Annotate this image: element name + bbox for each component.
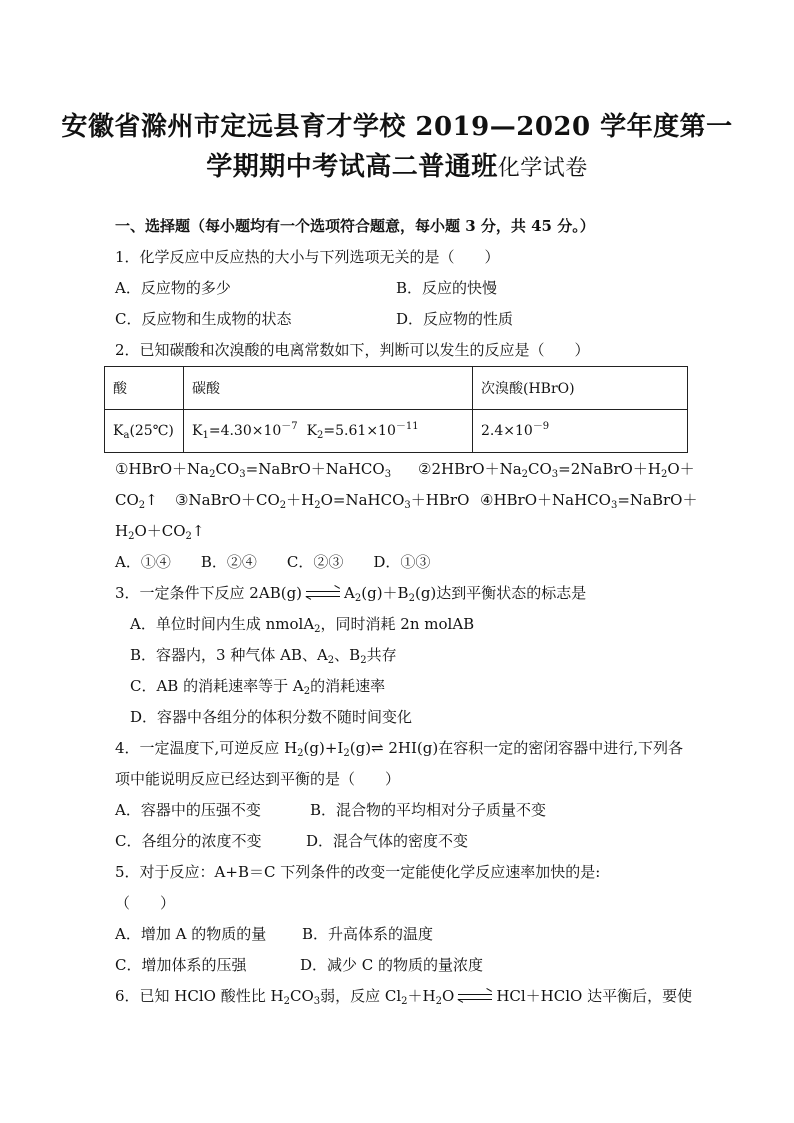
q1-option-d: D．反应物的性质 [396, 310, 514, 328]
q3-option-a: A．单位时间内生成 nmolA$_2$，同时消耗 2n molAB [130, 615, 475, 635]
q3-stem: 3．一定条件下反应 2AB(g) $A_2(g)+B_2(g)$达到平衡状态的标志是 [115, 584, 587, 604]
q2-reaction-4: ④HBrO＋NaHCO$_3$=NaBrO＋ [480, 491, 698, 511]
q5-option-b: B．升高体系的温度 [302, 925, 434, 943]
q2-stem: 2．已知碳酸和次溴酸的电离常数如下，判断可以发生的反应是（ ） [115, 341, 590, 359]
q2-choices: A．①④ B．②④ C．②③ D．①③ [115, 553, 431, 571]
table-cell: $K_a(25℃)$ [105, 410, 184, 453]
q5-stem-line-1: 5．对于反应：A+B＝C 下列条件的改变一定能使化学反应速率加快的是: [115, 863, 601, 881]
table-cell: $2.4\times 10^{-9}$ [473, 410, 688, 453]
q3-option-c: C．AB 的消耗速率等于 $A_2$的消耗速率 [130, 677, 386, 697]
q4-stem-line-1: 4．一定温度下,可逆反应 $H_2(g)+I_2(g)\rightleftharpoons$ 2HI(g)在容积一定的密闭容器中进行,下列各 [115, 739, 684, 759]
q5-option-d: D．减少 C 的物质的量浓度 [300, 956, 484, 974]
q2-reaction-4-cont: $H_2O+CO_2↑$ [115, 522, 205, 542]
title-line-1: 安徽省滁州市定远县育才学校 2019—2020 学年度第一 [61, 112, 733, 142]
ionization-constant-table [104, 366, 688, 453]
title-line-2 [60, 146, 734, 183]
q5-stem-line-2: （ ） [115, 894, 176, 912]
table-row [105, 410, 688, 453]
q1-option-b: B．反应的快慢 [396, 279, 498, 297]
q4-option-c: C．各组分的浓度不变 [115, 832, 262, 850]
q4-stem-line-2: 项中能说明反应已经达到平衡的是（ ） [115, 770, 401, 788]
q2-reaction-2: $②2HBrO+Na_2CO_3=2NaBrO+H_2O+$ [418, 460, 695, 480]
q6-stem-line-1: 6．已知 HClO 酸性比 $H_2CO_3$弱，反应 $Cl_2+H_2O$ HCl＋HClO 达平衡后，要使 [115, 987, 693, 1007]
title-normal-part: 化学试卷 [497, 156, 588, 181]
table-cell: 酸 [105, 367, 184, 410]
q5-option-c: C．增加体系的压强 [115, 956, 247, 974]
q2-reaction-2-cont: $CO_2↑$ [115, 491, 158, 511]
title-bold-part: 学期期中考试高二普通班 [206, 152, 498, 182]
q1-option-a: A．反应物的多少 [115, 279, 231, 297]
equilibrium-arrow-icon [306, 589, 340, 599]
q4-option-b: B．混合物的平均相对分子质量不变 [310, 801, 547, 819]
table-row [105, 367, 688, 410]
equilibrium-arrow-icon [458, 992, 492, 1002]
table-cell: $K_1=4.30\times 10^{-7}$ $K_2=5.61\times 10^{-11}$ [184, 410, 473, 453]
q2-reaction-3: $③NaBrO+CO_2+H_2O=NaHCO_3+HBrO$ [175, 491, 470, 511]
q4-option-a: A．容器中的压强不变 [115, 801, 261, 819]
q5-option-a: A．增加 A 的物质的量 [115, 925, 267, 943]
q1-option-c: C．反应物和生成物的状态 [115, 310, 292, 328]
q1-stem: 1．化学反应中反应热的大小与下列选项无关的是（ ） [115, 248, 500, 266]
table-cell: 次溴酸(HBrO) [473, 367, 688, 410]
q3-option-d: D．容器中各组分的体积分数不随时间变化 [130, 708, 413, 726]
q4-option-d: D．混合气体的密度不变 [306, 832, 469, 850]
section-heading: 一、选择题（每小题均有一个选项符合题意，每小题 3 分，共 45 分。） [115, 217, 595, 235]
q2-reaction-1: $①HBrO+Na_2CO_3=NaBrO+NaHCO_3$ [115, 460, 392, 480]
table-cell: 碳酸 [184, 367, 473, 410]
q3-option-b: B．容器内，3 种气体 AB、$A_2$、$B_2$共存 [130, 646, 397, 666]
